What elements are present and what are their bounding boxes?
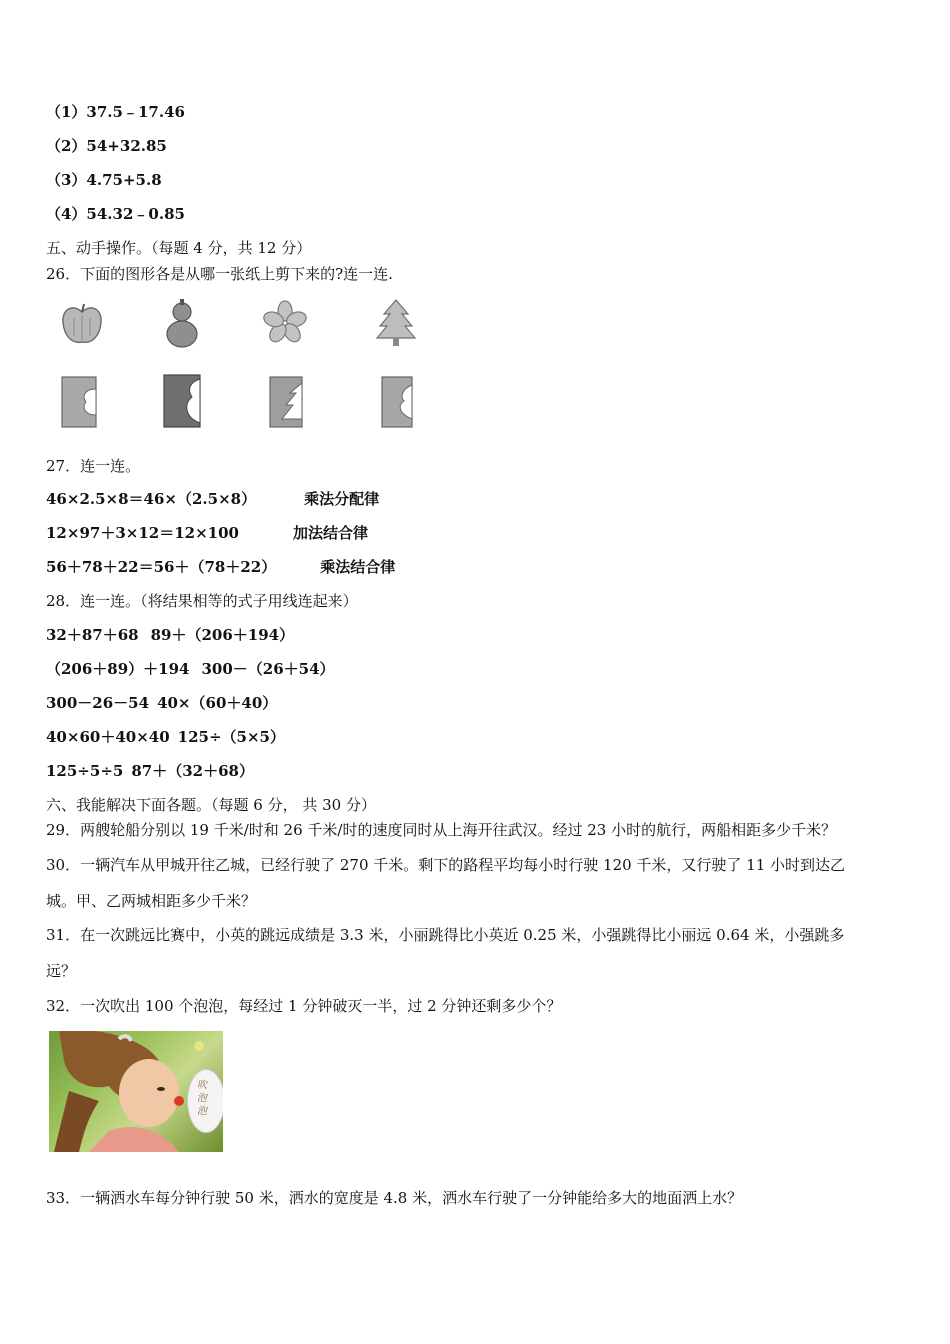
- q27-law: 加法结合律: [292, 524, 368, 542]
- calc-line-3: （3）4.75+5.8: [46, 171, 162, 189]
- question-27-title: 27．连一连。: [46, 457, 141, 475]
- q27-expression: 46×2.5×8＝46×（2.5×8）: [46, 490, 257, 508]
- q27-row-2: [46, 523, 368, 543]
- paper-sheet-3-icon: [268, 375, 304, 429]
- q28-right-expression: 89＋（206＋194）: [150, 626, 295, 644]
- q28-left-expression: 300－26－54: [46, 694, 150, 712]
- bubble-girl-photo: [49, 1031, 223, 1152]
- question-31-line-1: 31．在一次跳远比赛中，小英的跳远成绩是 3.3 米，小丽跳得比小英近 0.25 米，小强跳得比小丽远 0.64 米，小强跳多: [46, 926, 845, 944]
- section-5-heading: 五、动手操作。（每题 4 分，共 12 分）: [46, 239, 312, 257]
- question-26: 26．下面的图形各是从哪一张纸上剪下来的?连一连.: [46, 265, 393, 283]
- q28-right-expression: 87＋（32＋68）: [131, 762, 254, 780]
- paper-sheet-4-icon: [380, 375, 414, 429]
- q27-expression: 12×97＋3×12＝12×100: [46, 524, 239, 542]
- question-30-line-2: 城。甲、乙两城相距多少千米？: [46, 892, 257, 910]
- paper-sheet-1-icon: [60, 375, 98, 429]
- speech-bubble-text: 吹泡泡: [197, 1080, 207, 1117]
- q28-right-expression: 300－（26＋54）: [201, 660, 335, 678]
- q27-row-1: [46, 489, 379, 509]
- question-28-title: 28．连一连。（将结果相等的式子用线连起来）: [46, 592, 358, 610]
- q27-law: 乘法分配律: [304, 490, 380, 508]
- question-30-line-1: 30．一辆汽车从甲城开往乙城，已经行驶了 270 千米。剩下的路程平均每小时行驶 120 千米，又行驶了 11 小时到达乙: [46, 856, 846, 874]
- paper-sheet-2-icon: [162, 373, 202, 429]
- q27-law: 乘法结合律: [320, 558, 396, 576]
- q28-left-expression: （206＋89）＋194: [46, 660, 190, 678]
- question-32: 32．一次吹出 100 个泡泡，每经过 1 分钟破灭一半，过 2 分钟还剩多少个？: [46, 997, 562, 1015]
- q28-left-expression: 125÷5÷5: [46, 762, 124, 780]
- q28-left-expression: 40×60＋40×40: [46, 728, 170, 746]
- q28-row-5: [46, 761, 254, 781]
- q28-row-3: [46, 693, 277, 713]
- calc-line-2: （2）54+32.85: [46, 137, 167, 155]
- gourd-shape-icon: [160, 298, 204, 350]
- q27-expression: 56＋78＋22＝56＋（78＋22）: [46, 558, 277, 576]
- q28-row-2: [46, 659, 335, 679]
- calc-line-4: （4）54.32﹣0.85: [46, 205, 185, 223]
- q28-right-expression: 40×（60＋40）: [157, 694, 278, 712]
- flower-shape-icon: [262, 300, 308, 346]
- question-33: 33．一辆洒水车每分钟行驶 50 米，洒水的宽度是 4.8 米，洒水车行驶了一分钟能给多大的地面洒上水？: [46, 1189, 743, 1207]
- q28-row-4: [46, 727, 285, 747]
- q27-row-3: [46, 557, 395, 577]
- section-6-heading: 六、我能解决下面各题。（每题 6 分， 共 30 分）: [46, 796, 376, 814]
- q28-row-1: [46, 625, 294, 645]
- question-29: 29．两艘轮船分别以 19 千米/时和 26 千米/时的速度同时从上海开往武汉。经过 23 小时的航行，两船相距多少千米？: [46, 821, 837, 839]
- tree-shape-icon: [374, 298, 418, 348]
- calc-line-1: （1）37.5﹣17.46: [46, 103, 185, 121]
- question-31-line-2: 远？: [46, 962, 77, 980]
- apple-shape-icon: [58, 300, 106, 348]
- q28-left-expression: 32＋87＋68: [46, 626, 139, 644]
- q28-right-expression: 125÷（5×5）: [177, 728, 285, 746]
